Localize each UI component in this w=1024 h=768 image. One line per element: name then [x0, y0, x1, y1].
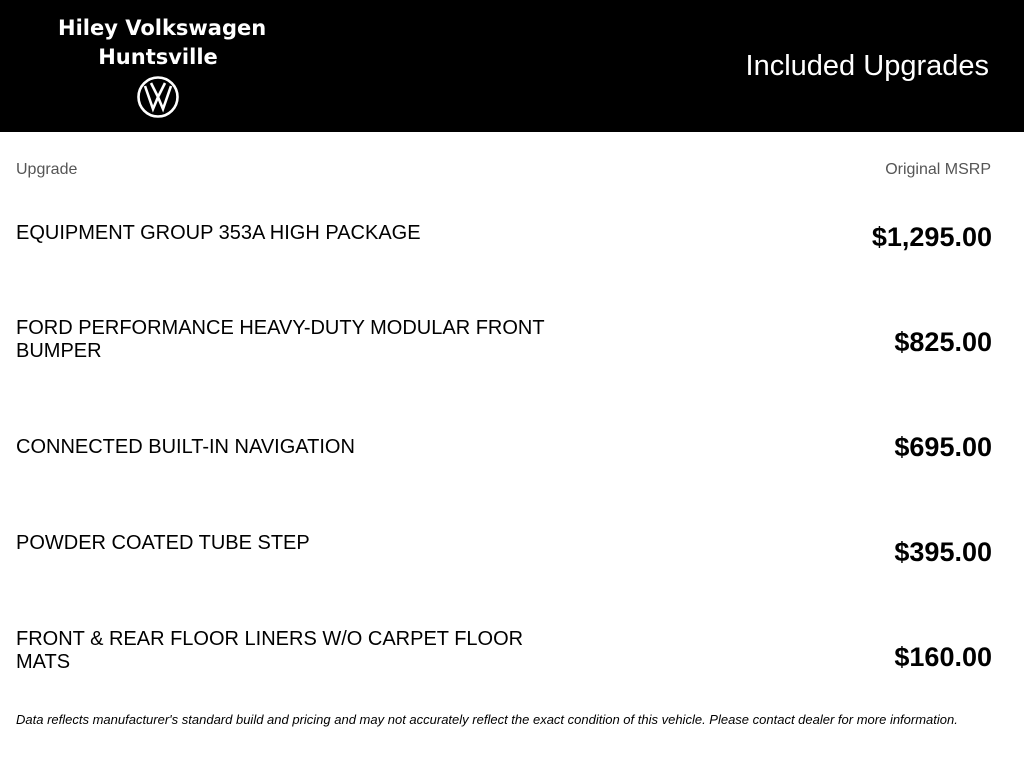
upgrade-price: $395.00 [894, 537, 992, 567]
upgrade-name: FORD PERFORMANCE HEAVY-DUTY MODULAR FRONT BUMPER [16, 317, 545, 362]
upgrade-name: POWDER COATED TUBE STEP [16, 532, 310, 554]
upgrade-name: CONNECTED BUILT-IN NAVIGATION [16, 436, 355, 458]
table-row [16, 422, 992, 522]
upgrade-price: $825.00 [894, 327, 992, 357]
vw-logo-icon [136, 75, 180, 119]
table-row [16, 317, 992, 417]
table-row [16, 527, 992, 627]
upgrade-name: EQUIPMENT GROUP 353A HIGH PACKAGE [16, 222, 421, 244]
page-title: Included Upgrades [745, 50, 989, 82]
header-banner [0, 0, 1024, 132]
table-row [16, 220, 992, 320]
upgrade-price: $695.00 [894, 432, 992, 462]
dealer-name-line1: Hiley Volkswagen [58, 16, 267, 40]
column-header-msrp: Original MSRP [885, 161, 991, 178]
dealer-name-line2: Huntsville [98, 45, 218, 69]
upgrade-price: $1,295.00 [871, 222, 992, 252]
disclaimer-text: Data reflects manufacturer's standard build and pricing and may not accurately reflect the exact condition of this vehicle. Please contact dealer for more information. [16, 712, 958, 727]
upgrade-name: FRONT & REAR FLOOR LINERS W/O CARPET FLOOR MATS [16, 628, 524, 673]
column-header-upgrade: Upgrade [16, 161, 78, 178]
dealer-logo [58, 14, 267, 72]
upgrade-price: $160.00 [894, 642, 992, 672]
